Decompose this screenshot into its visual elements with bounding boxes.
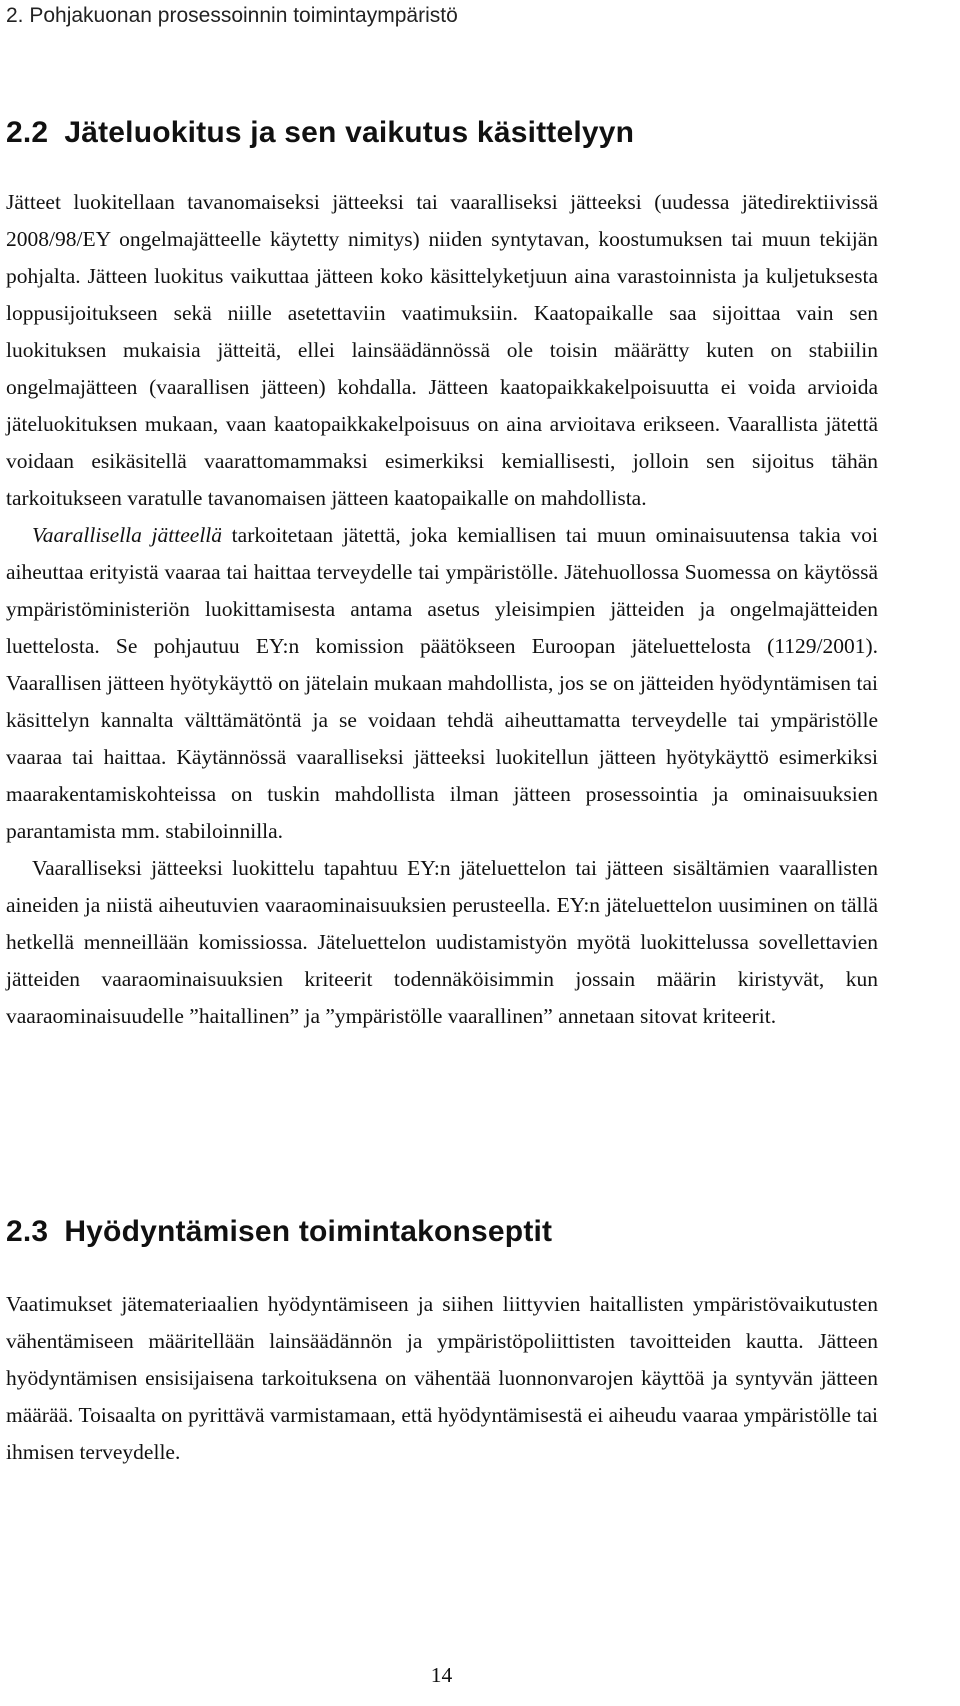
paragraph: Vaaralliseksi jätteeksi luokittelu tapahtuu EY:n jäteluettelon tai jätteen sisältämien vaarallisten aineiden ja niistä aiheutuvien vaaraominaisuuksien perusteella. EY:n jäteluettelon uusiminen on tällä hetkellä menneillään komissiossa. Jäteluettelon uudistamistyön myötä luokittelussa sovellettavien jätteiden vaaraominaisuuksien kriteerit todennäköisimmin jossain määrin kiristyvät, kun vaaraominaisuudelle ”haitallinen” ja ”ympäristölle vaarallinen” annetaan sitovat kriteerit. [6, 856, 878, 1028]
paragraph-text: tarkoitetaan jätettä, joka kemiallisen tai muun ominaisuutensa takia voi aiheuttaa erityistä vaaraa tai haittaa terveydelle tai ympäristölle. Jätehuollossa Suomessa on käytössä ympäristöministeriön luokittamisesta antama asetus yleisimpien jätteiden ja ongelmajätteiden luettelosta. Se pohjautuu EY:n komission päätökseen Euroopan jäteluettelosta (1129/2001). Vaarallisen jätteen hyötykäyttö on jätelain mukaan mahdollista, jos se on jätteiden hyödyntämisen tai käsittelyn kannalta välttämätöntä ja se voidaan tehdä aiheuttamatta terveydelle tai ympäristölle vaaraa tai haittaa. Käytännössä vaaralliseksi jätteeksi luokitellun jätteen hyötykäyttö esimerkiksi maarakentamiskohteissa on tuskin mahdollista ilman jätteen prosessointia ja ominaisuuksien parantamista mm. stabiloinnilla. [6, 523, 878, 843]
defined-term: Vaarallisella jätteellä [32, 523, 223, 547]
section-title: Jäteluokitus ja sen vaikutus käsittelyyn [64, 116, 635, 149]
paragraph [6, 517, 878, 850]
page-number: 14 [430, 1663, 453, 1687]
paragraph: Jätteet luokitellaan tavanomaiseksi jätteeksi tai vaaralliseksi jätteeksi (uudessa jätedirektiivissä 2008/98/EY ongelmajätteelle käytetty nimitys) niiden syntytavan, koostumuksen tai muun tekijän pohjalta. Jätteen luokitus vaikuttaa jätteen koko käsittelyketjuun aina varastoinnista ja kuljetuksesta loppusijoitukseen sekä niille asetettaviin vaatimuksiin. Kaatopaikalle saa sijoittaa vain sen luokituksen mukaisia jätteitä, ellei lainsäädännössä ole toisin määrätty kuten on stabiilin ongelmajätteen (vaarallisen jätteen) kohdalla. Jätteen kaatopaikkakelpoisuutta ei voida arvioida jäteluokituksen mukaan, vaan kaatopaikkakelpoisuus on aina arvioitava erikseen. Vaarallista jätettä voidaan esikäsitellä vaarattomammaksi esimerkiksi kemiallisesti, jolloin sen sijoitus tähän tarkoitukseen varatulle tavanomaisen jätteen kaatopaikalle on mahdollista. [6, 190, 878, 510]
section-2-3-body [6, 1286, 878, 1471]
section-heading-2-3 [6, 1215, 552, 1249]
section-title: Hyödyntämisen toimintakonseptit [64, 1215, 553, 1248]
paragraph: Vaatimukset jätemateriaalien hyödyntämiseen ja siihen liittyvien haitallisten ympäristövaikutusten vähentämiseen määritellään lainsäädännön ja ympäristöpoliittisten tavoitteiden kautta. Jätteen hyödyntämisen ensisijaisena tarkoituksena on vähentää luonnonvarojen käyttöä ja syntyvän jätteen määrää. Toisaalta on pyrittävä varmistamaan, että hyödyntämisestä ei aiheudu vaaraa ympäristölle tai ihmisen terveydelle. [6, 1292, 878, 1464]
section-number: 2.3 [6, 1215, 49, 1248]
section-number: 2.2 [6, 116, 49, 149]
section-2-2-body [6, 184, 878, 1035]
section-heading-2-2 [6, 116, 634, 150]
running-header: 2. Pohjakuonan prosessoinnin toimintaympäristö [6, 4, 458, 27]
